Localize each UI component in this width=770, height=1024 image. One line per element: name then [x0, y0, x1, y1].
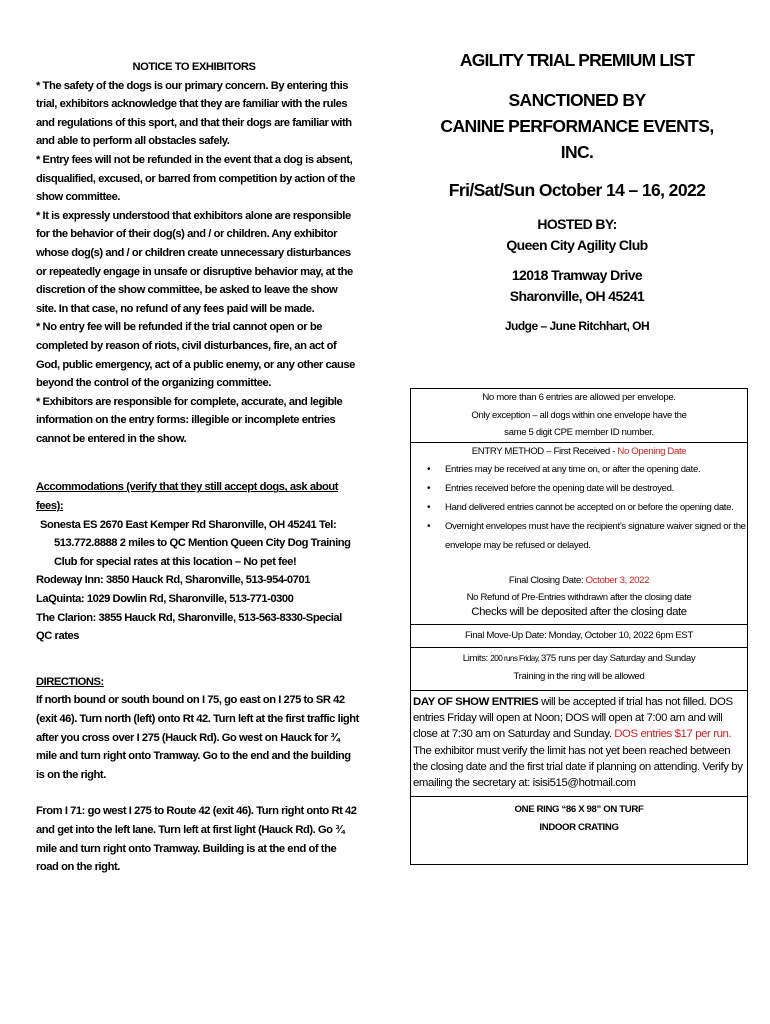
hotel-sonesta-line1: Sonesta ES 2670 East Kemper Rd Sharonville, OH 45241 Tel: — [40, 518, 337, 531]
limits-friday: 200 runs Friday, — [490, 654, 541, 663]
notice-paragraph-no-refund: * No entry fee will be refunded if the trial cannot open or be completed by reason of riots, civil disturbances, fire, an act of God, public emergency, act of a public enemy, or any other cause beyond the control of the organizing committee. — [36, 321, 355, 390]
envelope-limit-line2: Only exception – all dogs within one envelope have the — [471, 409, 687, 421]
entry-info-box — [410, 388, 748, 865]
limits-section — [411, 648, 747, 691]
list-item: • Entries received before the opening date will be destroyed. — [427, 479, 747, 498]
entry-method-label: ENTRY METHOD – First Received - — [471, 445, 618, 457]
closing-date — [411, 571, 747, 590]
directions-heading: DIRECTIONS: — [36, 675, 104, 688]
notice-paragraph-fees: * Entry fees will not be refunded in the event that a dog is absent, disqualified, excused, or barred from competition by action of the show committee. — [36, 153, 356, 204]
page-title: AGILITY TRIAL PREMIUM LIST — [459, 50, 695, 70]
hotel-sonesta-line2: 513.772.8888 2 miles to QC Mention Queen City Dog Training — [54, 537, 351, 550]
hotel-sonesta-line3: Club for special rates at this location – No pet fee! — [54, 555, 297, 568]
move-up-date: Final Move-Up Date: Monday, October 10, 2022 6pm EST — [411, 625, 747, 648]
hotel-laquinta: LaQuinta: 1029 Dowlin Rd, Sharonville, 513-771-0300 — [36, 593, 294, 606]
host-club: Queen City Agility Club — [506, 237, 648, 253]
organization-line1: CANINE PERFORMANCE EVENTS, — [440, 116, 714, 136]
sanctioned-by: SANCTIONED BY — [508, 90, 646, 110]
dos-heading: DAY OF SHOW ENTRIES — [413, 696, 539, 708]
checks-note: Checks will be deposited after the closing date — [471, 606, 687, 618]
dos-fee: DOS entries $17 per run. — [614, 728, 732, 741]
envelope-limit-line1: No more than 6 entries are allowed per envelope. — [482, 392, 676, 403]
directions-i75: If north bound or south bound on I 75, go east on I 275 to SR 42 (exit 46). Turn north (left) onto Rt 42. Turn left at the first traffic light after you cross over I 275 (Hauck Rd). Go west on Hauck for ¾ mile and turn right onto Tramway. Go to the end and the building is on the right. — [36, 694, 359, 781]
directions-i71: From I 71: go west I 275 to Route 42 (exit 46). Turn right onto Rt 42 and get into the left lane. Turn left at first light (Hauck Rd). Go ¾ mile and turn right onto Tramway. Building is at the end of the road on the right. — [36, 805, 357, 874]
entry-method-value: No Opening Date — [617, 445, 687, 457]
closing-date-label: Final Closing Date: — [508, 575, 586, 586]
closing-date-value: October 3, 2022 — [585, 575, 650, 586]
limits-weekend: 375 runs per day Saturday and Sunday — [540, 653, 696, 664]
entry-method-section — [411, 443, 747, 626]
list-item: • Hand delivered entries cannot be accepted on or before the opening date. — [427, 498, 747, 517]
ring-size: ONE RING “86 X 98” ON TURF — [514, 804, 644, 816]
premium-header — [410, 50, 744, 333]
notice-title: NOTICE TO EXHIBITORS — [132, 61, 256, 73]
address-line2: Sharonville, OH 45241 — [509, 288, 645, 304]
envelope-limit-section — [411, 389, 747, 443]
run-limits — [411, 650, 747, 668]
notice-paragraph-legible: * Exhibitors are responsible for complete, accurate, and legible information on the entry forms: illegible or incomplete entries cannot be entered in the show. — [36, 395, 343, 445]
envelope-limit-line3: same 5 digit CPE member ID number. — [504, 427, 654, 438]
hosted-by-label: HOSTED BY: — [537, 216, 617, 232]
dos-text-1: will be accepted if trial has not filled. DOS entries Friday will open at Noon; DOS will open at 7:00 am and will close at 7:30 am on Saturday and Sunday. — [413, 696, 733, 741]
limits-label: Limits: — [462, 653, 491, 664]
left-column — [36, 58, 360, 877]
notice-paragraph-safety: * The safety of the dogs is our primary concern. By entering this trial, exhibitors acknowledge that they are familiar with the rules and regulations of this sport, and that their dogs are familiar with and able to perform all obstacles safely. — [36, 79, 352, 148]
list-item: • Overnight envelopes must have the recipient’s signature waiver signed or the envelope may be refused or delayed. — [427, 517, 747, 555]
training-note: Training in the ring will be allowed — [513, 671, 645, 682]
entry-method — [411, 443, 747, 461]
crating: INDOOR CRATING — [539, 821, 619, 833]
ring-info — [411, 797, 747, 836]
address-line1: 12018 Tramway Drive — [511, 267, 643, 283]
organization-line2: INC. — [560, 142, 594, 162]
day-of-show-entries — [411, 691, 747, 797]
list-item: • Entries may be received at any time on, or after the opening date. — [427, 460, 747, 479]
accommodations-heading: Accommodations (verify that they still accept dogs, ask about fees): — [36, 481, 339, 513]
dos-text-2: The exhibitor must verify the limit has not yet been reached between the closing date and the first trial date if planning on attending. Verify by emailing the secretary at: isisi515@hotmail.com — [413, 744, 743, 790]
hotel-clarion: The Clarion: 3855 Hauck Rd, Sharonville, 513-563-8330-Special QC rates — [36, 611, 342, 643]
judge: Judge – June Ritchhart, OH — [504, 319, 650, 333]
no-refund-note: No Refund of Pre-Entries withdrawn after the closing date — [466, 592, 692, 603]
trial-dates: Fri/Sat/Sun October 14 – 16, 2022 — [448, 180, 706, 200]
notice-paragraph-behavior: * It is expressly understood that exhibitors alone are responsible for the behavior of their dog(s) and / or children. Any exhibitor whose dog(s) and / or children create unnecessary disturbances or repeatedly engage in unsafe or disruptive behavior may, at the discretion of the show committee, be asked to leave the show site. In that case, no refund of any fees paid will be made. — [36, 209, 353, 315]
entry-rules-list — [411, 460, 747, 555]
hotel-rodeway: Rodeway Inn: 3850 Hauck Rd, Sharonville, 513-954-0701 — [36, 574, 310, 587]
